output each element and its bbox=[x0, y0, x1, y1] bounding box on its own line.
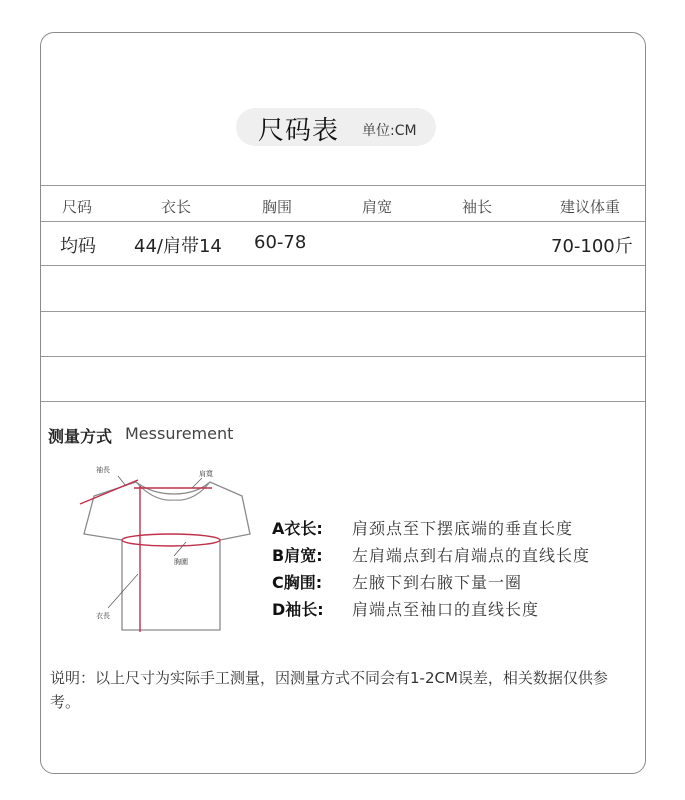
header-weight: 建议体重 bbox=[560, 198, 621, 216]
header-sleeve: 袖长 bbox=[462, 198, 493, 216]
table-divider bbox=[41, 265, 645, 266]
measurement-item bbox=[272, 516, 574, 539]
measurement-key: B肩宽: bbox=[272, 546, 323, 565]
diagram-label-chest: 胸圍 bbox=[174, 558, 188, 566]
diagram-label-sleeve: 袖長 bbox=[96, 466, 110, 474]
table-divider bbox=[41, 401, 645, 402]
method-title: 测量方式 bbox=[48, 427, 113, 446]
table-divider bbox=[41, 311, 645, 312]
measurement-key: C胸围: bbox=[272, 573, 323, 592]
tshirt-diagram bbox=[74, 458, 264, 638]
table-divider bbox=[41, 356, 645, 357]
header-size: 尺码 bbox=[62, 198, 93, 216]
method-subtitle: Messurement bbox=[125, 424, 234, 443]
page-title: 尺码表 bbox=[258, 116, 340, 146]
header-shoulder: 肩宽 bbox=[362, 198, 393, 216]
cell-weight: 70-100斤 bbox=[551, 236, 633, 257]
disclaimer-note: 说明：以上尺寸为实际手工测量，因测量方式不同会有1-2CM误差，相关数据仅供参考。 bbox=[50, 669, 608, 711]
table-divider bbox=[41, 185, 645, 186]
tshirt-outline bbox=[84, 482, 250, 630]
chest-measure-ellipse bbox=[122, 534, 220, 546]
measurement-item bbox=[272, 543, 591, 566]
measurement-key: A衣长: bbox=[272, 519, 323, 538]
measurement-key: D袖长: bbox=[272, 600, 324, 619]
measurement-desc: 肩端点至袖口的直线长度 bbox=[352, 600, 540, 619]
cell-length: 44/肩带14 bbox=[134, 236, 222, 257]
header-length: 衣长 bbox=[161, 198, 192, 216]
measurement-desc: 左腋下到右腋下量一圈 bbox=[352, 573, 523, 592]
table-divider bbox=[41, 221, 645, 222]
measurement-desc: 肩颈点至下摆底端的垂直长度 bbox=[352, 519, 574, 538]
cell-size: 均码 bbox=[60, 236, 96, 257]
measurement-item bbox=[272, 570, 523, 593]
measurement-desc: 左肩端点到右肩端点的直线长度 bbox=[352, 546, 591, 565]
diagram-label-length: 衣長 bbox=[96, 612, 110, 620]
cell-chest: 60-78 bbox=[254, 232, 307, 253]
sleeve-measure-line bbox=[80, 480, 138, 504]
unit-label: 单位:CM bbox=[362, 123, 417, 139]
tshirt-collar bbox=[136, 482, 210, 500]
diagram-label-shoulder: 肩寬 bbox=[199, 470, 213, 478]
header-chest: 胸围 bbox=[262, 198, 293, 216]
measurement-item bbox=[272, 597, 540, 620]
